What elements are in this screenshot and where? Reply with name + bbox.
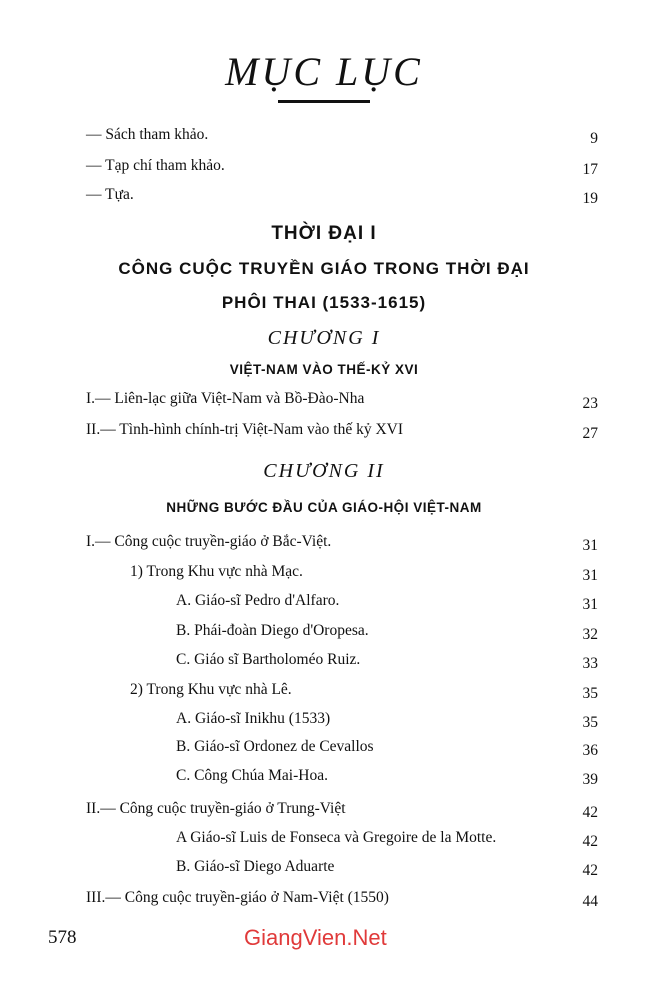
part-title-line2: PHÔI THAI (1533-1615) <box>221 293 427 312</box>
toc-entry-label: B. Phái-đoàn Diego d'Oropesa. <box>176 622 369 639</box>
toc-entry-page: 31 <box>582 537 598 554</box>
toc-entry-page: 35 <box>582 714 598 731</box>
chapter-subtitle: NHỮNG BƯỚC ĐẦU CỦA GIÁO-HỘI VIỆT-NAM <box>166 500 482 515</box>
part-heading: THỜI ĐẠI I <box>271 223 377 244</box>
toc-entry-page: 42 <box>582 804 598 821</box>
page-number: 578 <box>48 927 77 948</box>
toc-entry-page: 42 <box>582 862 598 879</box>
toc-entry-page: 35 <box>582 685 598 702</box>
toc-entry-page: 9 <box>590 130 598 147</box>
toc-entry-page: 23 <box>582 395 598 412</box>
toc-entry-label: I.— Liên-lạc giữa Việt-Nam và Bồ-Đào-Nha <box>86 390 365 407</box>
toc-entry-page: 36 <box>582 742 598 759</box>
toc-entry-label: 2) Trong Khu vực nhà Lê. <box>130 681 292 698</box>
toc-entry-label: B. Giáo-sĩ Diego Aduarte <box>176 858 335 875</box>
toc-entry-label: II.— Công cuộc truyền-giáo ở Trung-Việt <box>86 800 346 817</box>
toc-entry-label: C. Công Chúa Mai-Hoa. <box>176 767 328 784</box>
toc-entry-label: A Giáo-sĩ Luis de Fonseca và Gregoire de la Motte. <box>176 829 497 846</box>
chapter-subtitle: VIỆT-NAM VÀO THẾ-KỶ XVI <box>229 362 419 377</box>
toc-entry-page: 19 <box>582 190 598 207</box>
toc-entry-page: 39 <box>582 771 598 788</box>
toc-entry-label: I.— Công cuộc truyền-giáo ở Bắc-Việt. <box>86 533 332 550</box>
chapter-heading: CHƯƠNG II <box>263 460 385 482</box>
toc-entry-label: — Tựa. <box>86 186 134 203</box>
toc-entry-page: 31 <box>582 596 598 613</box>
toc-entry-page: 33 <box>582 655 598 672</box>
toc-entry-label: C. Giáo sĩ Bartholoméo Ruiz. <box>176 651 361 668</box>
chapter-heading: CHƯƠNG I <box>267 327 381 349</box>
toc-entry-page: 17 <box>582 161 598 178</box>
title-underline <box>278 100 370 103</box>
toc-entry-label: A. Giáo-sĩ Pedro d'Alfaro. <box>176 592 340 609</box>
toc-entry-page: 27 <box>582 425 598 442</box>
toc-entry-label: A. Giáo-sĩ Inikhu (1533) <box>176 710 331 727</box>
toc-entry-page: 31 <box>582 567 598 584</box>
toc-entry-label: III.— Công cuộc truyền-giáo ở Nam-Việt (1550) <box>86 889 389 906</box>
watermark: GiangVien.Net <box>244 925 387 950</box>
toc-entry-page: 32 <box>582 626 598 643</box>
part-title-line1: CÔNG CUỘC TRUYỀN GIÁO TRONG THỜI ĐẠI <box>118 259 530 278</box>
toc-entry-page: 44 <box>582 893 598 910</box>
page-title: MỤC LỤC <box>225 49 423 94</box>
toc-entry-label: 1) Trong Khu vực nhà Mạc. <box>130 563 303 580</box>
toc-entry-label: II.— Tình-hình chính-trị Việt-Nam vào thế kỷ XVI <box>86 421 404 438</box>
toc-entry-page: 42 <box>582 833 598 850</box>
toc-entry-label: — Tạp chí tham khảo. <box>86 157 225 174</box>
toc-entry-label: B. Giáo-sĩ Ordonez de Cevallos <box>176 738 374 755</box>
toc-entry-label: — Sách tham khảo. <box>86 126 209 143</box>
